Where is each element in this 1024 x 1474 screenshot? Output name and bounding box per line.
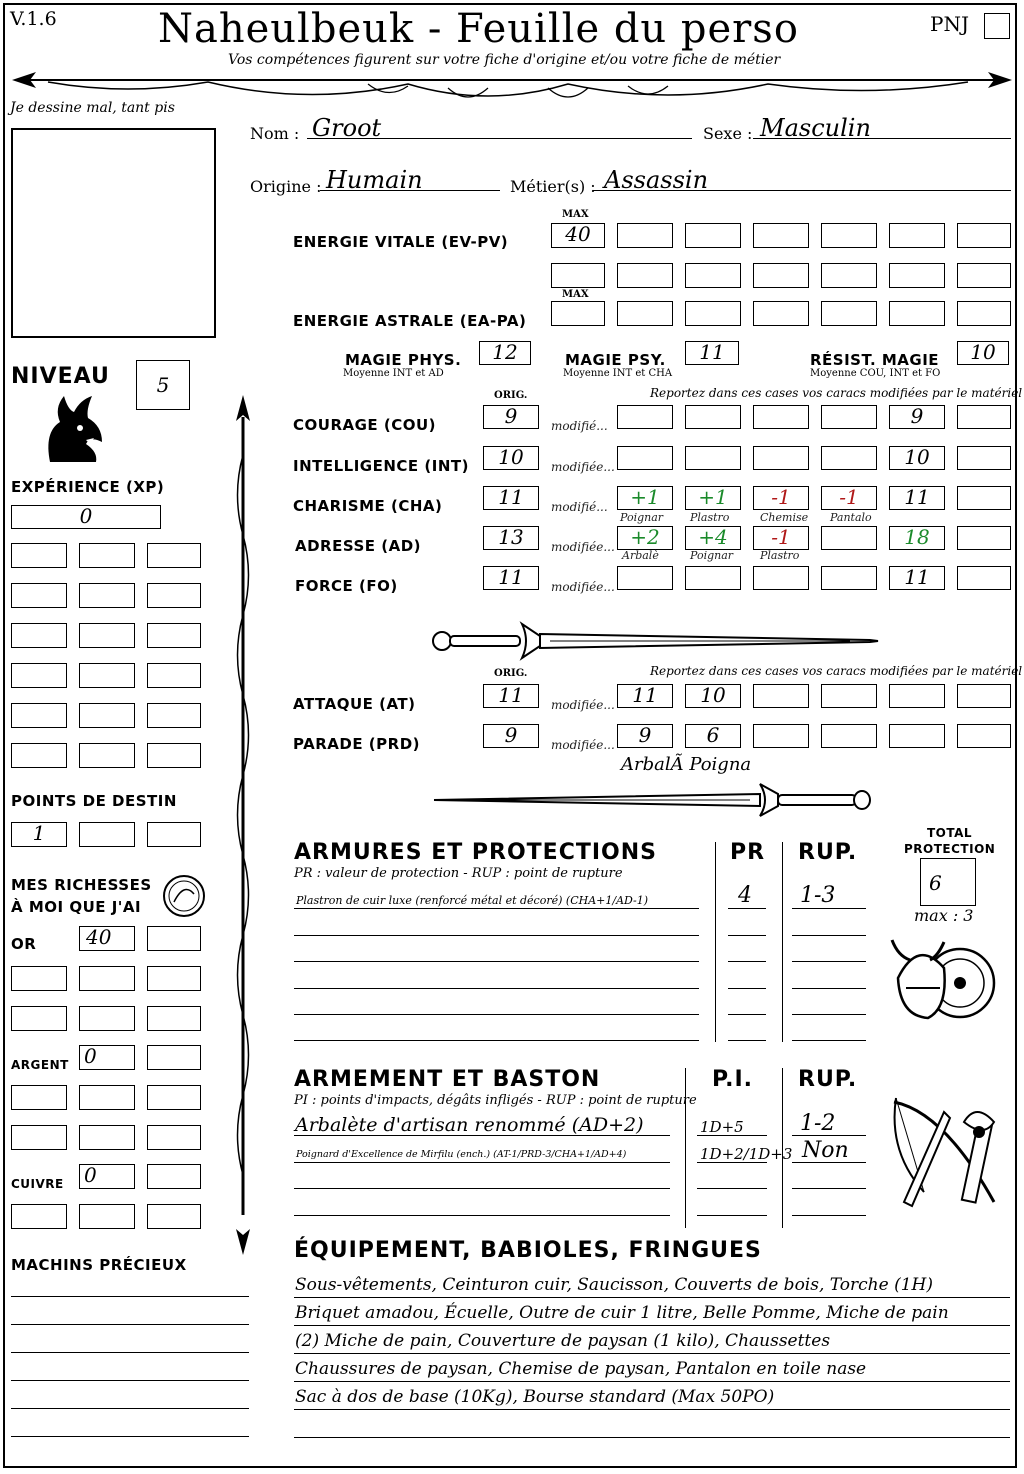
prd-mod[interactable]: 9 [617, 724, 673, 748]
argent-box[interactable] [11, 1085, 67, 1110]
version: V.1.6 [10, 8, 57, 30]
weapon-pi-line [697, 1135, 767, 1136]
equipment-line-text[interactable]: (2) Miche de pain, Couverture de paysan (1 kilo), Chaussettes [295, 1331, 831, 1351]
ev-max-value[interactable]: 40 [551, 223, 605, 248]
armor-rup-line[interactable] [792, 935, 866, 936]
origine-label: Origine : [250, 177, 322, 196]
weapons-title: ARMEMENT ET BASTON [294, 1067, 601, 1092]
prd-mod[interactable]: 6 [685, 724, 741, 748]
pnj-label: PNJ [930, 12, 969, 36]
weapon-names: ArbalÃ Poigna [621, 754, 752, 775]
argent-value[interactable]: 0 [79, 1045, 135, 1070]
cha-mod[interactable]: -1 [753, 486, 809, 510]
at-value[interactable]: 11 [483, 684, 539, 708]
total-label-2: PROTECTION [904, 842, 996, 856]
armor-pr-line[interactable] [728, 1014, 766, 1015]
cha-mod[interactable]: +1 [617, 486, 673, 510]
cha-mod[interactable]: +1 [685, 486, 741, 510]
ad-modifie: modifiée... [551, 540, 615, 554]
ad-mod-box[interactable] [821, 526, 877, 550]
armor-line[interactable] [294, 961, 699, 962]
ev-box[interactable] [889, 263, 945, 288]
ev-box[interactable] [685, 223, 741, 248]
prd-mod-box[interactable] [957, 724, 1011, 748]
armor-divider [782, 842, 783, 1042]
dragon-icon [40, 392, 106, 464]
magie-phys-note: Moyenne INT et AD [343, 368, 444, 379]
xp-box[interactable] [79, 663, 135, 688]
at-label: ATTAQUE (AT) [293, 695, 416, 713]
armor-divider [715, 842, 716, 1042]
armor-line[interactable] [294, 1040, 699, 1041]
weapon-item-rup[interactable]: 1-2 [800, 1111, 836, 1136]
at-modifie: modifiée... [551, 698, 615, 712]
weapon-pi-line[interactable] [697, 1215, 767, 1216]
ea-max-value[interactable] [551, 301, 605, 326]
cou-value[interactable]: 9 [483, 405, 539, 429]
weapons-icon [884, 1092, 1014, 1216]
equipment-line [294, 1297, 1010, 1298]
armor-title: ARMURES ET PROTECTIONS [294, 840, 657, 865]
ev-box[interactable] [617, 223, 673, 248]
armor-pr-line[interactable] [728, 935, 766, 936]
nom-label: Nom : [250, 124, 300, 143]
magie-psy-label: MAGIE PSY. [565, 351, 666, 369]
xp-box[interactable] [79, 543, 135, 568]
int-mod-box[interactable] [617, 446, 673, 470]
armor-item-pr[interactable]: 4 [738, 883, 752, 908]
prd-modifie: modifiée... [551, 738, 615, 752]
cuivre-box[interactable] [11, 1204, 67, 1229]
cou-mod-box[interactable] [753, 405, 809, 429]
or-box[interactable] [79, 1006, 135, 1031]
spear-icon [226, 395, 260, 1255]
subtitle: Vos compétences figurent sur votre fiche d'origine et/ou votre fiche de métier [228, 52, 781, 68]
cou-mod-box[interactable] [821, 405, 877, 429]
ad-label: ADRESSE (AD) [295, 537, 422, 555]
cha-mod-box[interactable] [957, 486, 1011, 510]
armor-rup-line [792, 908, 866, 909]
ea-box[interactable] [821, 301, 877, 326]
cha-mod-source: Chemise [760, 511, 809, 524]
sword-icon [430, 618, 880, 664]
combat-report-note: Reportez dans ces cases vos caracs modifiées par le matériel [650, 664, 1023, 678]
equipment-line [294, 1353, 1010, 1354]
orig-label: ORIG. [494, 390, 528, 401]
ea-max-label: MAX [562, 289, 589, 300]
weapons-divider [685, 1068, 686, 1228]
cha-mod[interactable]: -1 [821, 486, 877, 510]
or-box[interactable] [11, 1006, 67, 1031]
machins-line[interactable] [11, 1296, 249, 1297]
weapon-item-name[interactable]: Arbalète d'artisan renommé (AD+2) [295, 1114, 644, 1136]
equipment-line-text[interactable]: Chaussures de paysan, Chemise de paysan, Pantalon en toile nase [295, 1359, 867, 1379]
armor-rup-label: RUP. [798, 840, 858, 865]
equipment-line [294, 1325, 1010, 1326]
prd-mod-box[interactable] [753, 724, 809, 748]
portrait-box[interactable] [11, 128, 216, 338]
cha-mod-source: Poignar [620, 511, 664, 524]
armor-pr-line[interactable] [728, 988, 766, 989]
weapon-pi-line[interactable] [697, 1188, 767, 1189]
ad-mod[interactable]: +4 [685, 526, 741, 550]
armor-line[interactable] [294, 1014, 699, 1015]
weapon-rup-line[interactable] [792, 1188, 866, 1189]
armor-rup-line[interactable] [792, 1040, 866, 1041]
ad-mod[interactable]: +2 [617, 526, 673, 550]
at-mod[interactable]: 10 [685, 684, 741, 708]
destin-value[interactable]: 1 [11, 822, 67, 847]
armor-pr-line [728, 908, 766, 909]
destin-label: POINTS DE DESTIN [11, 792, 177, 810]
at-mod[interactable]: 11 [617, 684, 673, 708]
cha-value[interactable]: 11 [483, 486, 539, 510]
equipment-line-text[interactable]: Sous-vêtements, Ceinturon cuir, Saucisson, Couverts de bois, Torche (1H) [295, 1275, 933, 1295]
at-mod-box[interactable] [821, 684, 877, 708]
richesses-label: MES RICHESSES [11, 876, 152, 894]
cuivre-box[interactable] [147, 1204, 201, 1229]
weapon-item-pi[interactable]: 1D+2/1D+3 [700, 1145, 793, 1163]
or-box[interactable] [11, 966, 67, 991]
fo-mod-box[interactable] [685, 566, 741, 590]
sheet-title: Naheulbeuk - Feuille du perso [158, 6, 799, 52]
weapon-rup-line [792, 1135, 866, 1136]
cha-mod-source: Plastro [690, 511, 730, 524]
ev-box[interactable] [821, 223, 877, 248]
cou-mod-box[interactable] [957, 405, 1011, 429]
armor-pr-label: PR [730, 840, 766, 865]
int-mod-box[interactable] [685, 446, 741, 470]
ad-final[interactable]: 18 [889, 526, 945, 550]
machins-line[interactable] [11, 1436, 249, 1437]
weapon-pi-line [697, 1162, 767, 1163]
helmet-shield-icon [888, 928, 998, 1038]
weapons-note: PI : points d'impacts, dégâts infligés - RUP : point de rupture [294, 1093, 697, 1108]
int-mod-box[interactable] [821, 446, 877, 470]
ea-box[interactable] [685, 301, 741, 326]
fo-mod-box[interactable] [821, 566, 877, 590]
ea-label: ENERGIE ASTRALE (EA-PA) [293, 312, 527, 330]
machins-line[interactable] [11, 1408, 249, 1409]
machins-line[interactable] [11, 1380, 249, 1381]
weapon-line [294, 1162, 670, 1163]
armor-item-name[interactable]: Plastron de cuir luxe (renforcé métal et décoré) (CHA+1/AD-1) [296, 894, 649, 907]
xp-box[interactable] [147, 703, 201, 728]
weapon-item-rup[interactable]: Non [802, 1138, 849, 1163]
cuivre-box[interactable] [79, 1204, 135, 1229]
ev-box[interactable] [685, 263, 741, 288]
armor-line[interactable] [294, 988, 699, 989]
metier-label: Métier(s) : [510, 177, 596, 196]
total-label: TOTAL [927, 826, 973, 840]
cou-mod-box[interactable] [617, 405, 673, 429]
fo-final[interactable]: 11 [889, 566, 945, 590]
or-box[interactable] [147, 1006, 201, 1031]
equipment-line-text[interactable]: Sac à dos de base (10Kg), Bourse standard (Max 50PO) [295, 1387, 775, 1407]
xp-box[interactable] [11, 583, 67, 608]
equipment-line[interactable] [294, 1437, 1010, 1438]
niveau-label: NIVEAU [11, 364, 110, 389]
cha-modifie: modifié... [551, 500, 608, 514]
xp-box[interactable] [147, 663, 201, 688]
int-modifie: modifiée... [551, 460, 615, 474]
weapon-line [294, 1135, 670, 1136]
coin-icon [160, 872, 208, 920]
ea-box[interactable] [889, 301, 945, 326]
xp-box[interactable] [79, 703, 135, 728]
magie-psy-note: Moyenne INT et CHA [563, 368, 673, 379]
at-mod-box[interactable] [889, 684, 945, 708]
argent-box[interactable] [147, 1125, 201, 1150]
xp-box[interactable] [11, 663, 67, 688]
ev-max-label: MAX [562, 209, 589, 220]
report-note: Reportez dans ces cases vos caracs modifiées par le matériel [650, 386, 1023, 400]
cha-label: CHARISME (CHA) [293, 497, 443, 515]
xp-box[interactable] [79, 743, 135, 768]
prd-value[interactable]: 9 [483, 724, 539, 748]
nom-value[interactable]: Groot [312, 114, 382, 142]
ad-mod-source: Plastro [760, 549, 800, 562]
cou-label: COURAGE (COU) [293, 416, 437, 434]
ea-box[interactable] [957, 301, 1011, 326]
or-box[interactable] [147, 966, 201, 991]
argent-box[interactable] [147, 1085, 201, 1110]
ev-box[interactable] [551, 263, 605, 288]
or-box[interactable] [147, 926, 201, 951]
fo-value[interactable]: 11 [483, 566, 539, 590]
armor-pr-line[interactable] [728, 1040, 766, 1041]
armor-item-rup[interactable]: 1-3 [800, 883, 836, 908]
resist-magie-label: RÉSIST. MAGIE [810, 351, 940, 369]
weapon-line[interactable] [294, 1188, 670, 1189]
armor-line [294, 908, 699, 909]
resist-magie-value[interactable]: 10 [957, 341, 1009, 365]
ev-box[interactable] [753, 223, 809, 248]
ev-box[interactable] [957, 263, 1011, 288]
ea-box[interactable] [617, 301, 673, 326]
niveau-value[interactable]: 5 [136, 360, 190, 410]
armor-rup-line[interactable] [792, 1014, 866, 1015]
equipment-line [294, 1409, 1010, 1410]
xp-box[interactable] [147, 623, 201, 648]
machins-line[interactable] [11, 1324, 249, 1325]
armor-note: PR : valeur de protection - RUP : point de rupture [294, 866, 623, 881]
portrait-caption: Je dessine mal, tant pis [10, 100, 175, 116]
fo-label: FORCE (FO) [295, 577, 398, 595]
prd-mod-box[interactable] [821, 724, 877, 748]
argent-box[interactable] [11, 1125, 67, 1150]
int-value[interactable]: 10 [483, 446, 539, 470]
or-label: OR [11, 935, 37, 953]
ev-box[interactable] [617, 263, 673, 288]
cha-final[interactable]: 11 [889, 486, 945, 510]
cou-mod-box[interactable] [685, 405, 741, 429]
weapons-pi-label: P.I. [712, 1067, 753, 1092]
argent-box[interactable] [79, 1085, 135, 1110]
magie-phys-value[interactable]: 12 [479, 341, 531, 365]
origine-value[interactable]: Humain [326, 166, 423, 194]
armor-line[interactable] [294, 935, 699, 936]
cou-modifie: modifié... [551, 419, 608, 433]
ea-box[interactable] [753, 301, 809, 326]
argent-box[interactable] [147, 1045, 201, 1070]
richesses-label-2: À MOI QUE J'AI [11, 898, 142, 916]
argent-label: ARGENT [11, 1058, 69, 1072]
weapon-rup-line [792, 1162, 866, 1163]
fo-mod-box[interactable] [617, 566, 673, 590]
metier-value[interactable]: Assassin [604, 166, 709, 194]
ad-mod-source: Poignar [690, 549, 734, 562]
weapon-line[interactable] [294, 1215, 670, 1216]
prd-label: PARADE (PRD) [293, 735, 421, 753]
or-box[interactable] [79, 966, 135, 991]
ad-mod[interactable]: -1 [753, 526, 809, 550]
weapon-item-pi[interactable]: 1D+5 [700, 1118, 744, 1136]
equipment-line-text[interactable]: Briquet amadou, Écuelle, Outre de cuir 1 litre, Belle Pomme, Miche de pain [295, 1303, 949, 1323]
xp-box[interactable] [147, 743, 201, 768]
resist-magie-note: Moyenne COU, INT et FO [810, 368, 941, 379]
ev-box[interactable] [753, 263, 809, 288]
magie-psy-value[interactable]: 11 [685, 341, 739, 365]
combat-orig-label: ORIG. [494, 668, 528, 679]
ev-box[interactable] [889, 223, 945, 248]
xp-box[interactable] [11, 743, 67, 768]
xp-box[interactable] [11, 703, 67, 728]
sexe-label: Sexe : [703, 124, 753, 143]
xp-box[interactable] [79, 623, 135, 648]
at-mod-box[interactable] [753, 684, 809, 708]
fo-mod-box[interactable] [957, 566, 1011, 590]
weapons-rup-label: RUP. [798, 1067, 858, 1092]
total-protection[interactable]: 6 [920, 858, 976, 906]
at-mod-box[interactable] [957, 684, 1011, 708]
machins-label: MACHINS PRÉCIEUX [11, 1256, 187, 1274]
cha-mod-source: Pantalo [830, 511, 872, 524]
weapon-rup-line[interactable] [792, 1215, 866, 1216]
ev-label: ENERGIE VITALE (EV-PV) [293, 233, 509, 251]
max-note: max : 3 [914, 906, 974, 925]
equipment-title: ÉQUIPEMENT, BABIOLES, FRINGUES [294, 1238, 762, 1263]
prd-mod-box[interactable] [889, 724, 945, 748]
cuivre-value[interactable]: 0 [79, 1164, 135, 1189]
cuivre-box[interactable] [147, 1164, 201, 1189]
ev-box[interactable] [821, 263, 877, 288]
xp-box[interactable] [147, 583, 201, 608]
destin-box[interactable] [79, 822, 135, 847]
weapon-item-name[interactable]: Poignard d'Excellence de Mirfilu (ench.) (AT-1/PRD-3/CHA+1/AD+4) [296, 1149, 627, 1160]
cuivre-label: CUIVRE [11, 1177, 64, 1191]
armor-rup-line[interactable] [792, 961, 866, 962]
xp-box[interactable] [11, 623, 67, 648]
fo-mod-box[interactable] [753, 566, 809, 590]
xp-box[interactable] [79, 583, 135, 608]
argent-box[interactable] [79, 1125, 135, 1150]
int-mod-box[interactable] [957, 446, 1011, 470]
machins-line[interactable] [11, 1352, 249, 1353]
xp-value[interactable]: 0 [11, 505, 161, 529]
sword-icon [430, 780, 872, 820]
sexe-value[interactable]: Masculin [760, 114, 871, 142]
cou-final[interactable]: 9 [889, 405, 945, 429]
armor-rup-line[interactable] [792, 988, 866, 989]
ad-mod-box[interactable] [957, 526, 1011, 550]
int-mod-box[interactable] [753, 446, 809, 470]
xp-label: EXPÉRIENCE (XP) [11, 478, 165, 496]
destin-box[interactable] [147, 822, 201, 847]
int-label: INTELLIGENCE (INT) [293, 457, 469, 475]
ev-box[interactable] [957, 223, 1011, 248]
xp-box[interactable] [11, 543, 67, 568]
ad-value[interactable]: 13 [483, 526, 539, 550]
int-final[interactable]: 10 [889, 446, 945, 470]
equipment-line [294, 1381, 1010, 1382]
magie-phys-label: MAGIE PHYS. [345, 351, 462, 369]
ad-mod-source: Arbalè [622, 549, 659, 562]
pnj-checkbox[interactable] [984, 13, 1010, 39]
xp-box[interactable] [147, 543, 201, 568]
fo-modifie: modifiée... [551, 580, 615, 594]
armor-pr-line[interactable] [728, 961, 766, 962]
or-value[interactable]: 40 [79, 926, 135, 951]
